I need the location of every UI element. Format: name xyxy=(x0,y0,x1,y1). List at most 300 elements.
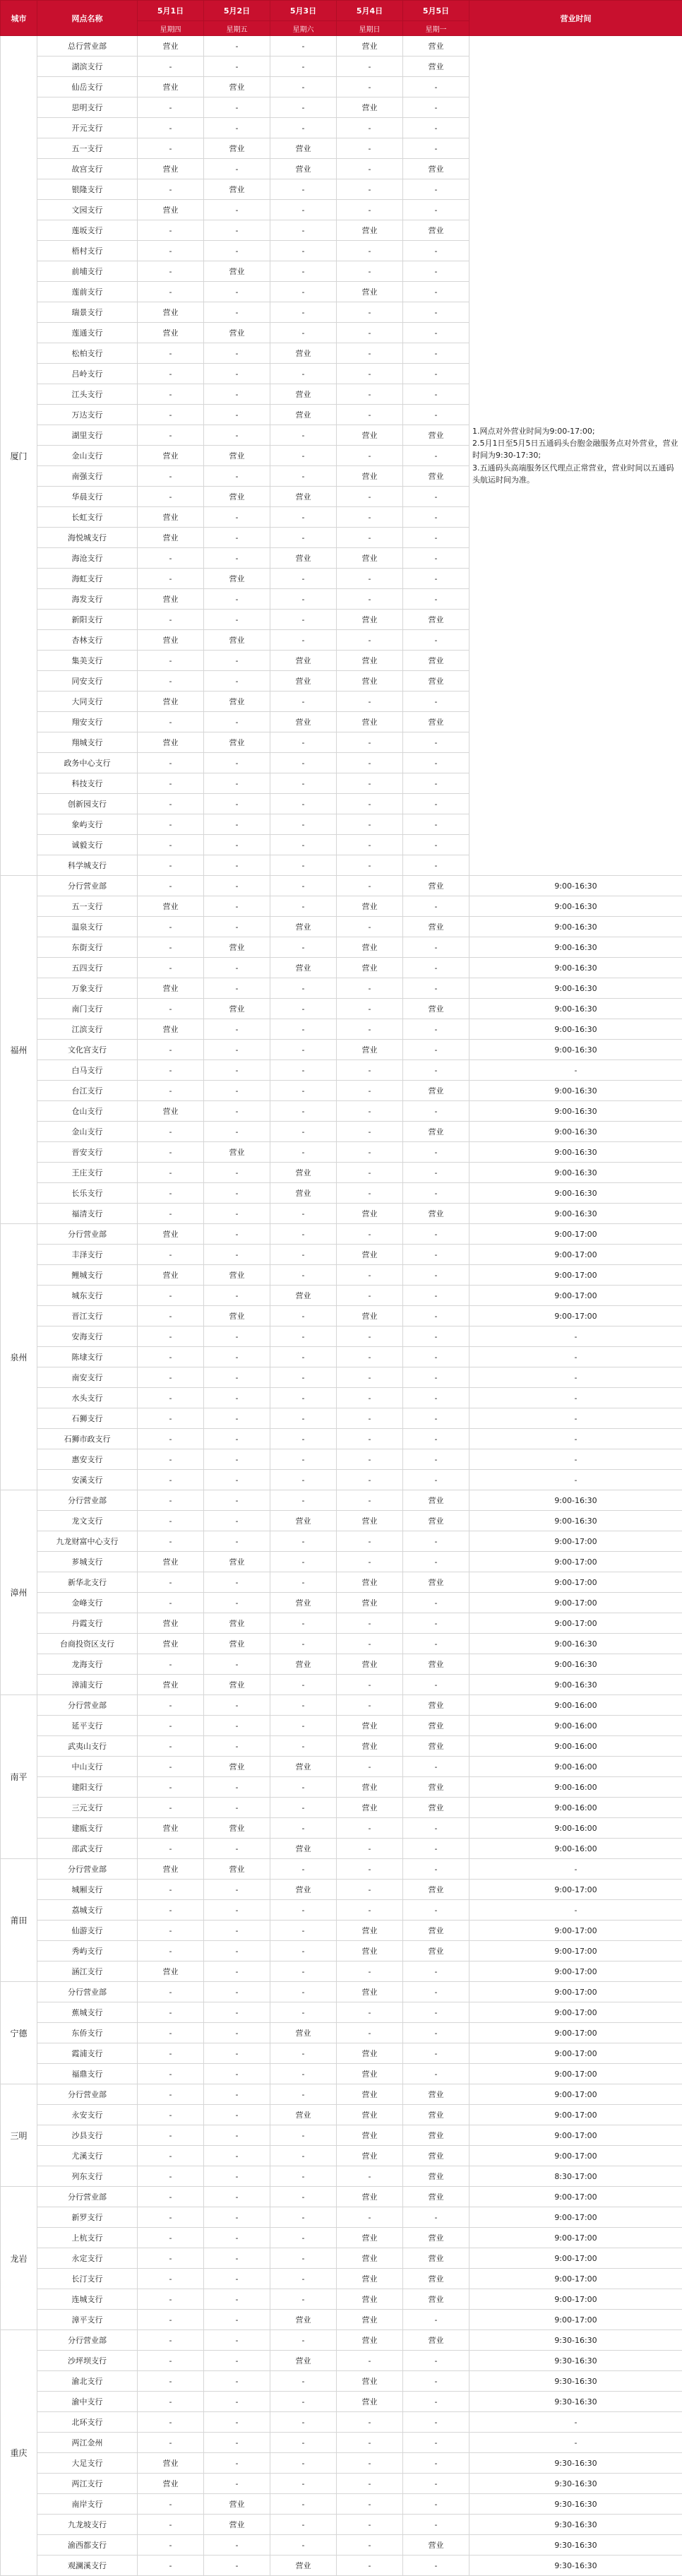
day4-status: - xyxy=(337,1675,403,1695)
table-row xyxy=(1,2125,682,2146)
day3-status: 营业 xyxy=(270,343,337,364)
day4-status: 营业 xyxy=(337,958,403,978)
day2-status: - xyxy=(204,2289,270,2310)
day2-status: 营业 xyxy=(204,1265,270,1286)
day3-status: 营业 xyxy=(270,159,337,179)
day2-status: 营业 xyxy=(204,692,270,712)
day5-status: - xyxy=(403,1408,469,1429)
day5-status: - xyxy=(403,2371,469,2392)
business-hours: 9:00-17:00 xyxy=(469,1552,682,1572)
branch-name: 秀屿支行 xyxy=(37,1941,138,1961)
day4-status: 营业 xyxy=(337,1245,403,1265)
business-hours: 9:00-17:00 xyxy=(469,1961,682,1982)
day5-status: 营业 xyxy=(403,2289,469,2310)
day4-status: - xyxy=(337,917,403,937)
day2-status: - xyxy=(204,2392,270,2412)
day2-status: 营业 xyxy=(204,77,270,97)
table-row xyxy=(1,2494,682,2515)
day3-status: - xyxy=(270,2125,337,2146)
day1-status: 营业 xyxy=(138,1675,204,1695)
branch-name: 海悦城支行 xyxy=(37,528,138,548)
hours-header: 营业时间 xyxy=(469,1,682,36)
day1-status: - xyxy=(138,2248,204,2269)
business-hours: - xyxy=(469,1388,682,1408)
business-hours: 9:00-17:00 xyxy=(469,2064,682,2084)
branch-header: 网点名称 xyxy=(37,1,138,36)
day1-status: - xyxy=(138,1326,204,1347)
table-row xyxy=(1,2269,682,2289)
day2-status: 营业 xyxy=(204,1818,270,1839)
day4-status: - xyxy=(337,1880,403,1900)
branch-name: 分行营业部 xyxy=(37,876,138,896)
day1-status: - xyxy=(138,1531,204,1552)
day2-status: - xyxy=(204,794,270,814)
business-hours: 9:00-17:00 xyxy=(469,2023,682,2043)
day1-status: - xyxy=(138,364,204,384)
day4-status: - xyxy=(337,1122,403,1142)
day5-status: 营业 xyxy=(403,876,469,896)
day4-status: 营业 xyxy=(337,1982,403,2002)
day3-status: - xyxy=(270,1859,337,1880)
day1-status: 营业 xyxy=(138,528,204,548)
business-hours: 9:00-17:00 xyxy=(469,1613,682,1634)
branch-name: 政务中心支行 xyxy=(37,753,138,773)
business-hours: 9:00-17:00 xyxy=(469,2084,682,2105)
table-row xyxy=(1,1449,682,1470)
day2-status: 营业 xyxy=(204,1634,270,1654)
day3-status: - xyxy=(270,1429,337,1449)
day4-status: 营业 xyxy=(337,36,403,57)
day4-status: 营业 xyxy=(337,610,403,630)
day5-status: - xyxy=(403,2556,469,2576)
business-hours: 8:30-17:00 xyxy=(469,2166,682,2187)
table-row xyxy=(1,1019,682,1040)
day2-status: - xyxy=(204,753,270,773)
day5-status: - xyxy=(403,2351,469,2371)
day5-status: - xyxy=(403,732,469,753)
table-row xyxy=(1,2166,682,2187)
business-hours: 9:00-16:30 xyxy=(469,1490,682,1511)
day3-status: - xyxy=(270,753,337,773)
business-hours: 9:00-17:00 xyxy=(469,2228,682,2248)
day4-status: - xyxy=(337,999,403,1019)
day1-status: - xyxy=(138,1654,204,1675)
day5-status: - xyxy=(403,118,469,138)
day5-status: 营业 xyxy=(403,466,469,487)
day2-status: 营业 xyxy=(204,732,270,753)
day3-status: - xyxy=(270,814,337,835)
branch-name: 晋江支行 xyxy=(37,1306,138,1326)
branch-name: 金山支行 xyxy=(37,1122,138,1142)
day4-status: 营业 xyxy=(337,1654,403,1675)
business-hours: 9:00-16:00 xyxy=(469,1798,682,1818)
day3-status: 营业 xyxy=(270,712,337,732)
day5-status: - xyxy=(403,261,469,282)
day3-status: - xyxy=(270,1101,337,1122)
day5-status: - xyxy=(403,937,469,958)
day5-status: - xyxy=(403,773,469,794)
day2-status: - xyxy=(204,1798,270,1818)
business-hours: 9:00-17:00 xyxy=(469,1572,682,1593)
business-hours: 9:30-16:30 xyxy=(469,2392,682,2412)
day5-status: - xyxy=(403,1961,469,1982)
business-hours: 9:00-16:30 xyxy=(469,896,682,917)
day2-status: 营业 xyxy=(204,1859,270,1880)
day2-status: - xyxy=(204,1183,270,1204)
day2-status: 营业 xyxy=(204,1613,270,1634)
day2-status: 营业 xyxy=(204,630,270,651)
day2-status: - xyxy=(204,1654,270,1675)
day5-status: 营业 xyxy=(403,2269,469,2289)
table-row xyxy=(1,1511,682,1531)
day4-status: 营业 xyxy=(337,1306,403,1326)
day5-status: - xyxy=(403,2002,469,2023)
day1-status: 营业 xyxy=(138,978,204,999)
day2-status: - xyxy=(204,2228,270,2248)
day2-status: - xyxy=(204,671,270,692)
day5-status: 营业 xyxy=(403,425,469,446)
branch-name: 渝北支行 xyxy=(37,2371,138,2392)
branch-name: 思明支行 xyxy=(37,97,138,118)
day1-status: 营业 xyxy=(138,1961,204,1982)
day5-status: - xyxy=(403,487,469,507)
day5-status: - xyxy=(403,978,469,999)
table-row xyxy=(1,1183,682,1204)
day4-status: - xyxy=(337,1224,403,1245)
day4-status: 营业 xyxy=(337,2289,403,2310)
table-row xyxy=(1,1326,682,1347)
day2-status: 营业 xyxy=(204,999,270,1019)
branch-name: 台江支行 xyxy=(37,1081,138,1101)
branch-name: 荔城支行 xyxy=(37,1900,138,1921)
day5-status: 营业 xyxy=(403,1921,469,1941)
business-hours: - xyxy=(469,1347,682,1367)
day1-status: - xyxy=(138,1777,204,1798)
day1-status: - xyxy=(138,118,204,138)
business-hours: 9:00-17:00 xyxy=(469,2248,682,2269)
day2-status: - xyxy=(204,1347,270,1367)
branch-name: 丹霞支行 xyxy=(37,1613,138,1634)
table-row xyxy=(1,1367,682,1388)
business-hours: 9:00-17:00 xyxy=(469,1306,682,1326)
day3-status: - xyxy=(270,2043,337,2064)
day4-status: 营业 xyxy=(337,425,403,446)
day4-status: - xyxy=(337,179,403,200)
business-hours: - xyxy=(469,1408,682,1429)
day3-status: - xyxy=(270,261,337,282)
branch-name: 江头支行 xyxy=(37,384,138,405)
day1-status: - xyxy=(138,2002,204,2023)
day2-status: - xyxy=(204,118,270,138)
day5-status: 营业 xyxy=(403,2228,469,2248)
day3-status: - xyxy=(270,2515,337,2535)
day1-status: - xyxy=(138,138,204,159)
branch-name: 创新园支行 xyxy=(37,794,138,814)
day3-status: - xyxy=(270,2535,337,2556)
business-hours: 9:30-16:30 xyxy=(469,2474,682,2494)
day1-status: - xyxy=(138,1183,204,1204)
branch-name: 吕岭支行 xyxy=(37,364,138,384)
day1-status: - xyxy=(138,2351,204,2371)
day4-status: - xyxy=(337,1634,403,1654)
day2-status: - xyxy=(204,1982,270,2002)
day2-status: - xyxy=(204,2187,270,2207)
branch-name: 蕉城支行 xyxy=(37,2002,138,2023)
table-row xyxy=(1,1286,682,1306)
day2-status: - xyxy=(204,159,270,179)
day3-status: - xyxy=(270,2269,337,2289)
table-row xyxy=(1,2330,682,2351)
day4-status: - xyxy=(337,1429,403,1449)
day2-status: - xyxy=(204,1408,270,1429)
table-row xyxy=(1,999,682,1019)
table-row xyxy=(1,2412,682,2433)
table-row xyxy=(1,2064,682,2084)
day1-status: - xyxy=(138,794,204,814)
day5-status: - xyxy=(403,1429,469,1449)
day3-status: - xyxy=(270,97,337,118)
day1-status: - xyxy=(138,1060,204,1081)
day3-status: - xyxy=(270,2146,337,2166)
day4-status: - xyxy=(337,1081,403,1101)
day3-status: - xyxy=(270,2064,337,2084)
day1-status: - xyxy=(138,651,204,671)
branch-name: 陈埭支行 xyxy=(37,1347,138,1367)
day2-status: - xyxy=(204,978,270,999)
business-hours: 9:00-16:00 xyxy=(469,1777,682,1798)
day1-status: - xyxy=(138,261,204,282)
day3-status: - xyxy=(270,2453,337,2474)
day3-status: - xyxy=(270,2474,337,2494)
table-row xyxy=(1,2351,682,2371)
day4-status: - xyxy=(337,1859,403,1880)
branch-name: 漳平支行 xyxy=(37,2310,138,2330)
business-hours: 9:00-17:00 xyxy=(469,2269,682,2289)
business-hours: 9:00-17:00 xyxy=(469,1245,682,1265)
day5-status: 营业 xyxy=(403,36,469,57)
day2-status: - xyxy=(204,1921,270,1941)
day4-status: - xyxy=(337,1347,403,1367)
city-cell: 泉州 xyxy=(1,1224,37,1490)
day5-status: - xyxy=(403,1183,469,1204)
day5-status: - xyxy=(403,1019,469,1040)
table-row xyxy=(1,36,682,57)
day4-status: 营业 xyxy=(337,548,403,569)
day1-status: - xyxy=(138,241,204,261)
day2-status: - xyxy=(204,1388,270,1408)
branch-name: 长乐支行 xyxy=(37,1183,138,1204)
day2-status: - xyxy=(204,1695,270,1716)
business-hours: 9:00-16:00 xyxy=(469,1839,682,1859)
business-hours: 9:00-16:30 xyxy=(469,1142,682,1163)
table-row xyxy=(1,937,682,958)
day1-status: 营业 xyxy=(138,732,204,753)
branch-name: 东街支行 xyxy=(37,937,138,958)
day5-status: - xyxy=(403,1593,469,1613)
business-hours: 9:00-17:00 xyxy=(469,1982,682,2002)
day4-status: 营业 xyxy=(337,712,403,732)
day1-status: - xyxy=(138,773,204,794)
day4-status: - xyxy=(337,1388,403,1408)
branch-name: 台商投资区支行 xyxy=(37,1634,138,1654)
day1-status: 营业 xyxy=(138,1101,204,1122)
day3-status: - xyxy=(270,2002,337,2023)
day4-status: 营业 xyxy=(337,2187,403,2207)
table-row xyxy=(1,1818,682,1839)
day1-status: - xyxy=(138,57,204,77)
day2-status: - xyxy=(204,425,270,446)
day1-status: - xyxy=(138,343,204,364)
day4-status: - xyxy=(337,773,403,794)
day4-status: - xyxy=(337,1552,403,1572)
day2-status: - xyxy=(204,343,270,364)
day3-status: - xyxy=(270,1613,337,1634)
day4-status: - xyxy=(337,753,403,773)
day5-status: - xyxy=(403,1531,469,1552)
day5-status: - xyxy=(403,896,469,917)
table-row xyxy=(1,2453,682,2474)
day3-status: - xyxy=(270,200,337,220)
day4-status: - xyxy=(337,405,403,425)
day1-status: - xyxy=(138,1572,204,1593)
table-row xyxy=(1,1613,682,1634)
table-row xyxy=(1,1204,682,1224)
day3-status: - xyxy=(270,1204,337,1224)
branch-name: 分行营业部 xyxy=(37,2187,138,2207)
day5-status: 营业 xyxy=(403,999,469,1019)
day3-status: - xyxy=(270,1634,337,1654)
day4-status: - xyxy=(337,2166,403,2187)
day2-status: - xyxy=(204,302,270,323)
day5-status: - xyxy=(403,1142,469,1163)
day-date-header: 5月1日 xyxy=(138,1,204,21)
day3-status: - xyxy=(270,1019,337,1040)
day4-status: - xyxy=(337,446,403,466)
day2-status: - xyxy=(204,1429,270,1449)
table-row xyxy=(1,1572,682,1593)
day5-status: - xyxy=(403,548,469,569)
day5-status: - xyxy=(403,1101,469,1122)
branch-name: 霞浦支行 xyxy=(37,2043,138,2064)
day2-status: - xyxy=(204,507,270,528)
day4-status: 营业 xyxy=(337,1040,403,1060)
table-row xyxy=(1,1552,682,1572)
business-hours: - xyxy=(469,2433,682,2453)
day4-status: 营业 xyxy=(337,651,403,671)
day1-status: - xyxy=(138,712,204,732)
day1-status: - xyxy=(138,1388,204,1408)
day1-status: 营业 xyxy=(138,1224,204,1245)
branch-name: 武夷山支行 xyxy=(37,1736,138,1757)
day3-status: - xyxy=(270,425,337,446)
day4-status: - xyxy=(337,1818,403,1839)
day5-status: - xyxy=(403,507,469,528)
day-date-header: 5月4日 xyxy=(337,1,403,21)
day4-status: - xyxy=(337,1265,403,1286)
day4-status: - xyxy=(337,2494,403,2515)
table-row xyxy=(1,1081,682,1101)
day1-status: - xyxy=(138,1081,204,1101)
branch-name: 莲通支行 xyxy=(37,323,138,343)
day3-status: - xyxy=(270,1367,337,1388)
day4-status: - xyxy=(337,1101,403,1122)
table-row xyxy=(1,1224,682,1245)
day1-status: - xyxy=(138,1347,204,1367)
day5-status: - xyxy=(403,1470,469,1490)
day4-status: - xyxy=(337,487,403,507)
branch-name: 湖滨支行 xyxy=(37,57,138,77)
table-row xyxy=(1,2474,682,2494)
day3-status: - xyxy=(270,1347,337,1367)
day5-status: - xyxy=(403,528,469,548)
day2-status: - xyxy=(204,548,270,569)
day-weekday-header: 星期一 xyxy=(403,21,469,36)
day5-status: - xyxy=(403,1900,469,1921)
branch-name: 长虹支行 xyxy=(37,507,138,528)
day5-status: 营业 xyxy=(403,2146,469,2166)
day1-status: - xyxy=(138,2310,204,2330)
branch-name: 五一支行 xyxy=(37,896,138,917)
day1-status: - xyxy=(138,2084,204,2105)
business-hours: 9:00-17:00 xyxy=(469,1286,682,1306)
day3-status: - xyxy=(270,1798,337,1818)
day1-status: 营业 xyxy=(138,36,204,57)
day3-status: - xyxy=(270,57,337,77)
day3-status: - xyxy=(270,2289,337,2310)
table-row xyxy=(1,896,682,917)
day4-status: - xyxy=(337,1142,403,1163)
day5-status: 营业 xyxy=(403,1511,469,1531)
day4-status: 营业 xyxy=(337,2228,403,2248)
day5-status: 营业 xyxy=(403,1798,469,1818)
day2-status: - xyxy=(204,2207,270,2228)
day5-status: - xyxy=(403,343,469,364)
day4-status: - xyxy=(337,692,403,712)
table-row xyxy=(1,2043,682,2064)
day5-status: - xyxy=(403,1224,469,1245)
table-row xyxy=(1,1777,682,1798)
day3-status: - xyxy=(270,179,337,200)
day1-status: - xyxy=(138,1306,204,1326)
day5-status: 营业 xyxy=(403,2535,469,2556)
city-cell: 宁德 xyxy=(1,1982,37,2084)
day3-status: 营业 xyxy=(270,2310,337,2330)
day1-status: - xyxy=(138,1040,204,1060)
branch-name: 龙文支行 xyxy=(37,1511,138,1531)
day3-status: - xyxy=(270,1265,337,1286)
day4-status: 营业 xyxy=(337,937,403,958)
day2-status: - xyxy=(204,712,270,732)
day3-status: 营业 xyxy=(270,2023,337,2043)
day5-status: - xyxy=(403,958,469,978)
day5-status: - xyxy=(403,753,469,773)
branch-name: 分行营业部 xyxy=(37,1224,138,1245)
day2-status: - xyxy=(204,1490,270,1511)
table-row xyxy=(1,1470,682,1490)
day3-status: - xyxy=(270,1921,337,1941)
day2-status: - xyxy=(204,1204,270,1224)
day5-status: 营业 xyxy=(403,2187,469,2207)
table-row xyxy=(1,2023,682,2043)
day5-status: - xyxy=(403,2515,469,2535)
branch-name: 仓山支行 xyxy=(37,1101,138,1122)
day4-status: 营业 xyxy=(337,2330,403,2351)
day2-status: - xyxy=(204,1961,270,1982)
branch-name: 城东支行 xyxy=(37,1286,138,1306)
day3-status: - xyxy=(270,2248,337,2269)
branch-name: 东侨支行 xyxy=(37,2023,138,2043)
day4-status: - xyxy=(337,2556,403,2576)
